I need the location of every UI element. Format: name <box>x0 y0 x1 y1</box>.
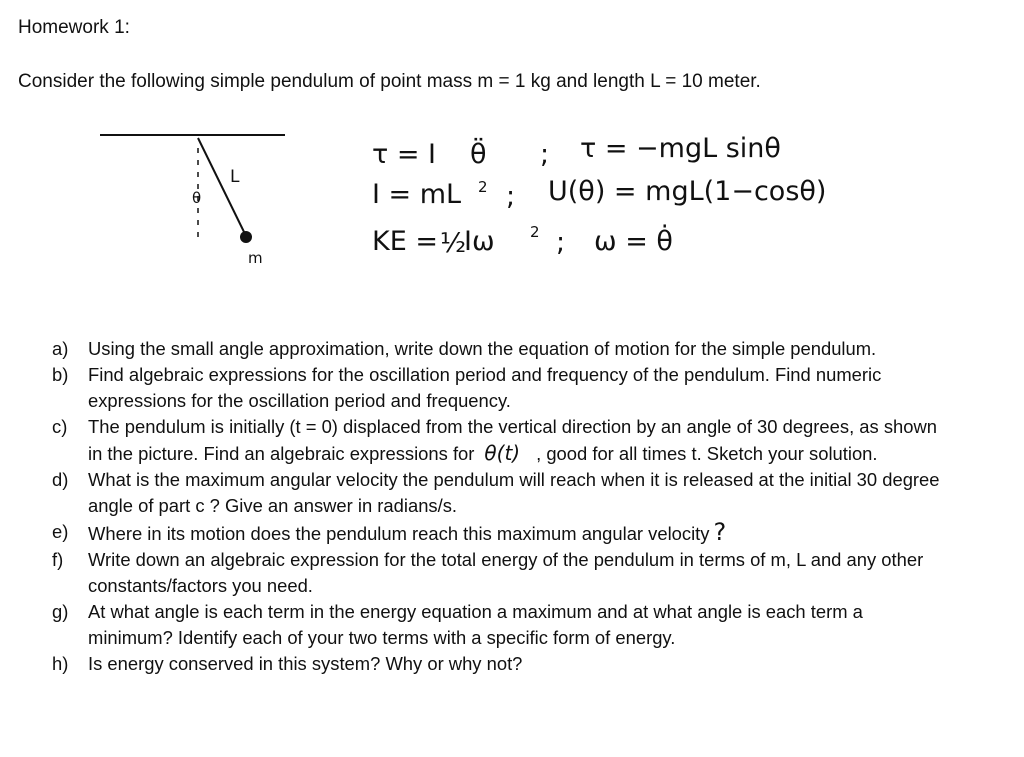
eq-separator-2: ; <box>506 181 516 212</box>
eq-potential-energy: U(θ) = mgL(1−cosθ) <box>548 176 827 207</box>
question-marker: g) <box>52 601 69 622</box>
question-text-after: , good for all times t. Sketch your solution. <box>536 443 878 464</box>
question-text: Is energy conserved in this system? Why or why not? <box>88 653 523 674</box>
equation-line-3 <box>372 223 673 259</box>
question-e <box>52 519 952 547</box>
problem-intro: Consider the following simple pendulum of point mass m = 1 kg and length L = 10 meter. <box>18 71 761 92</box>
eq-squared-1: 2 <box>478 178 488 196</box>
question-g <box>52 599 952 651</box>
length-label: L <box>230 167 240 187</box>
eq-moment-of-inertia: I = mL <box>372 179 462 210</box>
question-text-before: The pendulum is initially (t = 0) displaced from the vertical direction by an angle of 30 degrees, as shown in the picture. Find an algebraic expressions for <box>88 416 937 464</box>
eq-squared-2: 2 <box>530 223 540 241</box>
question-list <box>52 336 952 677</box>
pendulum-string <box>198 138 246 236</box>
question-c <box>52 414 952 467</box>
question-text-body: Where in its motion does the pendulum reach this maximum angular velocity <box>88 523 710 544</box>
question-b <box>52 362 952 414</box>
handwritten-question-mark: ? <box>713 518 727 546</box>
eq-kinetic-energy: KE = <box>372 226 438 257</box>
eq-torque-inertia: τ = I <box>372 139 437 170</box>
equation-line-2 <box>372 176 826 212</box>
eq-torque-gravity: τ = −mgL sinθ <box>580 133 781 164</box>
question-marker: e) <box>52 521 69 542</box>
question-marker: h) <box>52 653 69 674</box>
equation-line-1 <box>372 133 781 170</box>
question-text: Write down an algebraic expression for the total energy of the pendulum in terms of m, L and any other constants/factors you need. <box>88 549 924 596</box>
homework-title: Homework 1: <box>18 17 130 38</box>
eq-theta-double-dot: θ̈ <box>470 139 487 170</box>
question-text: At what angle is each term in the energy equation a maximum and at what angle is each term a minimum? Identify each of your two terms with a specific form of energy. <box>88 601 863 648</box>
theta-of-t-expression: θ(t) <box>484 441 521 465</box>
theta-label: θ <box>192 189 202 207</box>
mass-label: m <box>248 249 263 267</box>
pendulum-bob <box>240 231 252 243</box>
eq-angular-velocity: ω = θ̇ <box>594 226 673 257</box>
eq-inertia-omega: Iω <box>464 226 495 257</box>
question-a <box>52 336 952 362</box>
question-text <box>88 416 937 464</box>
eq-separator-1: ; <box>540 139 550 170</box>
eq-one-half: ½ <box>440 228 467 259</box>
question-f <box>52 547 952 599</box>
question-h <box>52 651 952 677</box>
question-marker: f) <box>52 549 64 570</box>
question-text: Find algebraic expressions for the oscillation period and frequency of the pendulum. Find numeric expressions for the oscillation period and frequency. <box>88 364 882 411</box>
question-marker: b) <box>52 364 69 385</box>
question-text <box>88 518 727 546</box>
pendulum-figure <box>0 0 1024 330</box>
question-text: What is the maximum angular velocity the pendulum will reach when it is released at the initial 30 degree angle of part c ? Give an answer in radians/s. <box>88 469 940 516</box>
question-marker: a) <box>52 338 69 359</box>
question-marker: d) <box>52 469 69 490</box>
eq-separator-3: ; <box>556 227 566 258</box>
question-text: Using the small angle approximation, write down the equation of motion for the simple pendulum. <box>88 338 877 359</box>
question-d <box>52 467 952 519</box>
question-marker: c) <box>52 416 68 437</box>
